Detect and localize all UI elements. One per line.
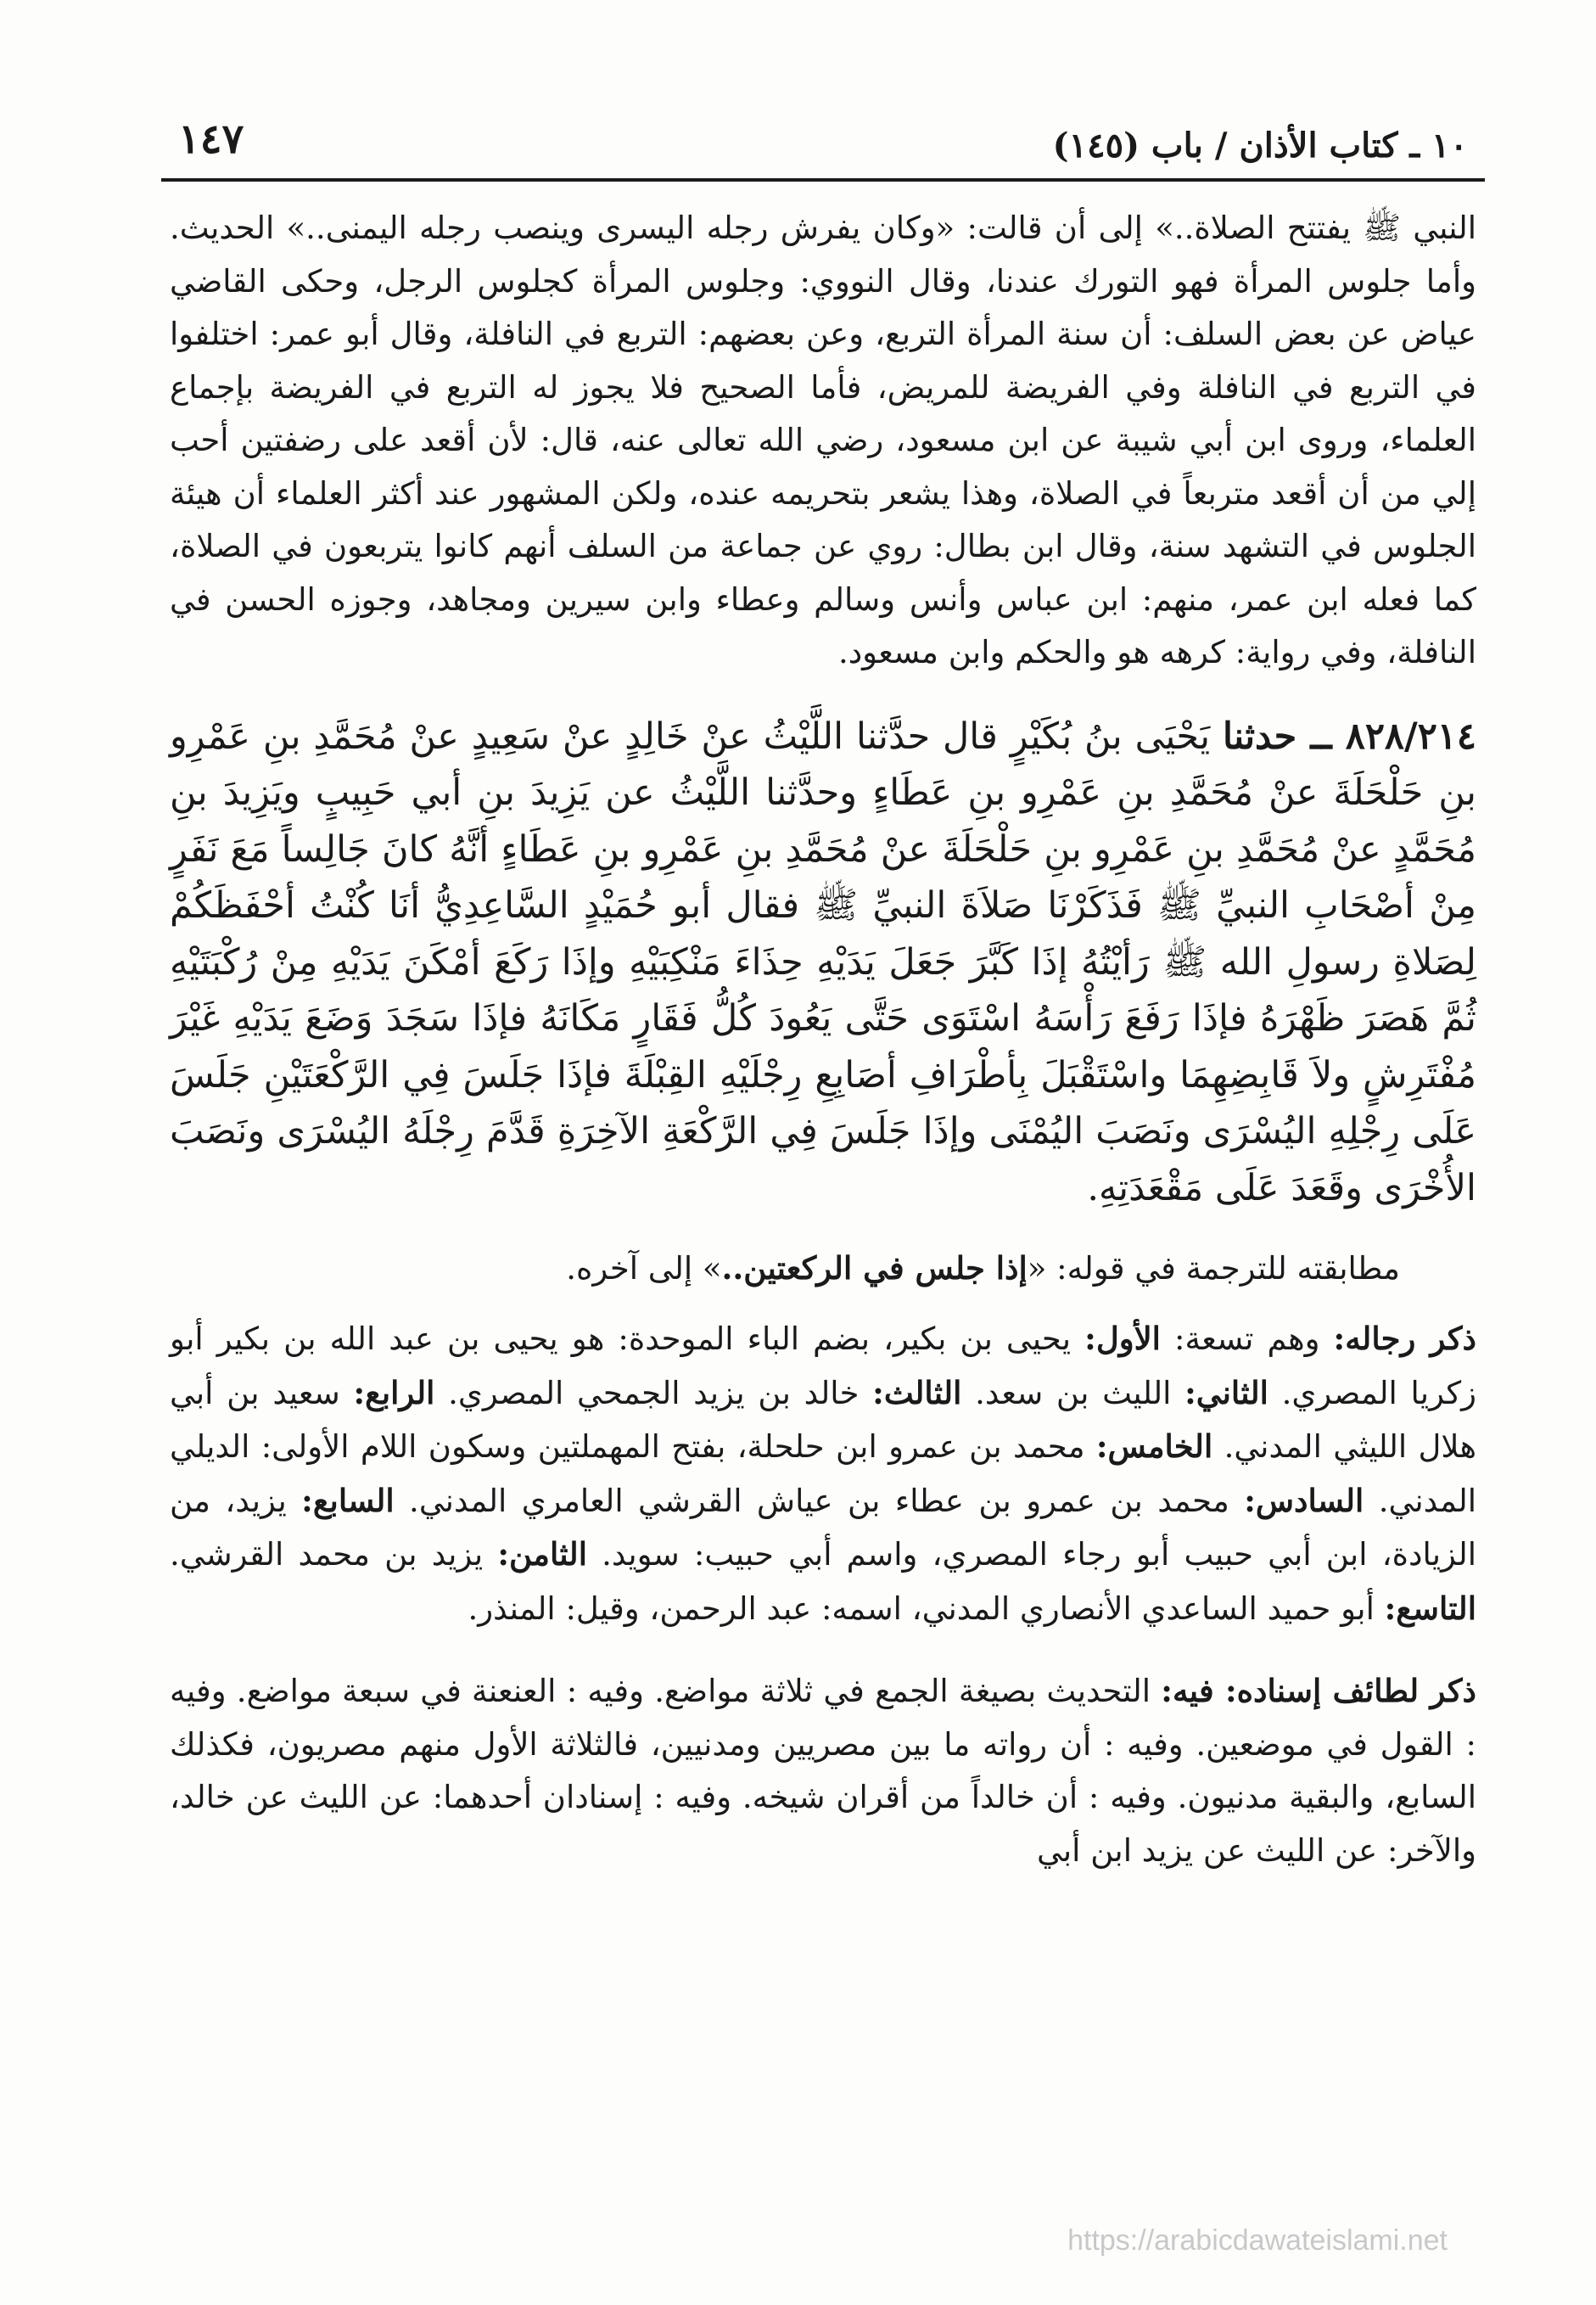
page-header	[161, 102, 1485, 178]
narrators-intro: وهم تسعة:	[1160, 1321, 1334, 1357]
narrator-text-5: محمد بن عمرو ابن حلحلة، بفتح المهملتين وسكون اللام الأولى: الديلي المدني.	[170, 1428, 1476, 1519]
watermark-url: https://arabicdawateislami.net	[1067, 2224, 1448, 2257]
narrator-text-3: خالد بن يزيد الجمحي المصري.	[434, 1374, 873, 1411]
hadith-number: ٨٢٨/٢١٤ ــ حدثنا	[1223, 715, 1476, 758]
narrators-paragraph	[170, 1312, 1476, 1635]
hadith-text: يَحْيَى بنُ بُكَيْرٍ قال حدَّثنا اللَّيْثُ عنْ خَالِدٍ عنْ سَعِيدٍ عنْ مُحَمَّدِ بنِ عَمْرِو بنِ حَلْحَلَةَ عنْ مُحَمَّدِ بنِ عَمْرِو بنِ عَطَاءٍ وحدَّثنا اللَّيْثُ عن يَزِيدَ بنِ أبي حَبِيبٍ ويَزِيدَ بنِ مُحَمَّدٍ عنْ مُحَمَّدِ بنِ عَمْرِو بنِ حَلْحَلَةَ عنْ مُحَمَّدِ بنِ عَمْرِو بنِ عَطَاءٍ أنَّهُ كانَ جَالِساً مَعَ نَفَرٍ مِنْ أصْحَابِ النبيِّ ﷺ فَذَكَرْنَا صَلاَةَ النبيِّ ﷺ فقال أبو حُمَيْدٍ السَّاعِدِيُّ أنَا كُنْتُ أحْفَظَكُمْ لِصَلاةِ رسولِ الله ﷺ رَأيْتُهُ إذَا كَبَّرَ جَعَلَ يَدَيْهِ حِذَاءَ مَنْكِبَيْهِ وإذَا رَكَعَ أمْكَنَ يَدَيْهِ مِنْ رُكْبَتَيْهِ ثُمَّ هَصَرَ ظَهْرَهُ فإذَا رَفَعَ رَأْسَهُ اسْتَوَى حَتَّى يَعُودَ كُلُّ فَقَارٍ مَكَانَهُ فإذَا سَجَدَ وَضَعَ يَدَيْهِ غَيْرَ مُفْتَرِشٍ ولاَ قَابِضِهِمَا واسْتَقْبَلَ بِأطْرَافِ أصَابِعِ رِجْلَيْهِ القِبْلَةَ فإذَا جَلَسَ فِي الرَّكْعَتَيْنِ جَلَسَ عَلَى رِجْلِهِ اليُسْرَى ونَصَبَ اليُمْنَى وإذَا جَلَسَ فِي الرَّكْعَةِ الآخِرَةِ قَدَّمَ رِجْلَهُ اليُسْرَى ونَصَبَ الأُخْرَى وقَعَدَ عَلَى مَقْعَدَتِهِ.	[170, 715, 1476, 1209]
narrator-label-9: التاسع:	[1384, 1589, 1476, 1627]
narrator-text-7: يزيد، من الزيادة، ابن أبي حبيب أبو رجاء المصري، واسم أبي حبيب: سويد.	[170, 1482, 1476, 1573]
narrator-label-1: الأول:	[1084, 1320, 1161, 1357]
matching-note	[170, 1242, 1476, 1295]
narrator-label-6: السادس:	[1244, 1481, 1364, 1519]
isnad-text: التحديث بصيغة الجمع في ثلاثة مواضع. وفيه : العنعنة في سبعة مواضع. وفيه : القول في موضعين. وفيه : أن رواته ما بين مصريين ومدنيين، فالثلاثة الأول منهم مصريون، فكذلك السابع، والبقية مدنيون. وفيه : أن خالداً من أقران شيخه. وفيه : إسنادان أحدهما: عن الليث عن خالد، والآخر: عن الليث عن يزيد ابن أبي	[170, 1673, 1476, 1869]
narrators-heading: ذكر رجاله:	[1333, 1320, 1476, 1357]
narrator-label-3: الثالث:	[872, 1373, 962, 1411]
page-number: ١٤٧	[178, 115, 244, 163]
header-divider	[161, 178, 1485, 182]
narrator-text-9: أبو حميد الساعدي الأنصاري المدني، اسمه: عبد الرحمن، وقيل: المنذر.	[468, 1590, 1385, 1627]
narrator-text-2: الليث بن سعد.	[961, 1374, 1185, 1411]
narrator-label-8: الثامن:	[497, 1535, 587, 1573]
narrator-text-8: يزيد بن محمد القرشي.	[170, 1536, 498, 1573]
narrator-label-2: الثاني:	[1184, 1373, 1268, 1411]
hadith-paragraph	[170, 709, 1476, 1217]
matching-pre: مطابقته للترجمة في قوله: «	[1027, 1250, 1400, 1287]
narrator-text-6: محمد بن عمرو بن عطاء بن عياش القرشي العامري المدني.	[394, 1482, 1245, 1519]
narrator-text-1: يحيى بن بكير، بضم الباء الموحدة: هو يحيى بن عبد الله بن بكير أبو زكريا المصري.	[170, 1321, 1476, 1411]
narrator-label-4: الرابع:	[353, 1373, 435, 1411]
page-body	[170, 202, 1476, 1906]
matching-quote: إذا جلس في الركعتين..	[721, 1249, 1028, 1287]
narrator-label-5: الخامس:	[1095, 1427, 1213, 1465]
matching-post: » إلى آخره.	[566, 1250, 722, 1287]
narrator-text-4: سعيد بن أبي هلال الليثي المدني.	[170, 1374, 1476, 1465]
isnad-heading: ذكر لطائف إسناده:	[1225, 1672, 1477, 1709]
running-title: ١٠ ـ كتاب الأذان / باب (١٤٥)	[1052, 126, 1468, 165]
commentary-paragraph: النبي ﷺ يفتتح الصلاة..» إلى أن قالت: «وكان يفرش رجله اليسرى وينصب رجله اليمنى..» الحديث. وأما جلوس المرأة فهو التورك عندنا، وقال النووي: وجلوس المرأة كجلوس الرجل، وحكى القاضي عياض عن بعض السلف: أن سنة المرأة التربع، وعن بعضهم: التربع في النافلة، وقال أبو عمر: اختلفوا في التربع في النافلة وفي الفريضة للمريض، فأما الصحيح فلا يجوز له التربع في الفريضة بإجماع العلماء، وروى ابن أبي شيبة عن ابن مسعود، رضي الله تعالى عنه، قال: لأن أقعد على رضفتين أحب إلي من أن أقعد متربعاً في الصلاة، وهذا يشعر بتحريمه عنده، ولكن المشهور عند أكثر العلماء أن هيئة الجلوس في التشهد سنة، وقال ابن بطال: روي عن جماعة من السلف أنهم كانوا يتربعون في الصلاة، كما فعله ابن عمر، منهم: ابن عباس وأنس وسالم وعطاء وابن سيرين ومجاهد، وجوزه الحسن في النافلة، وفي رواية: كرهه هو والحكم وابن مسعود.	[170, 210, 1476, 670]
isnad-fihi: فيه:	[1161, 1672, 1226, 1709]
isnad-paragraph	[170, 1664, 1476, 1877]
narrator-label-7: السابع:	[301, 1481, 395, 1519]
